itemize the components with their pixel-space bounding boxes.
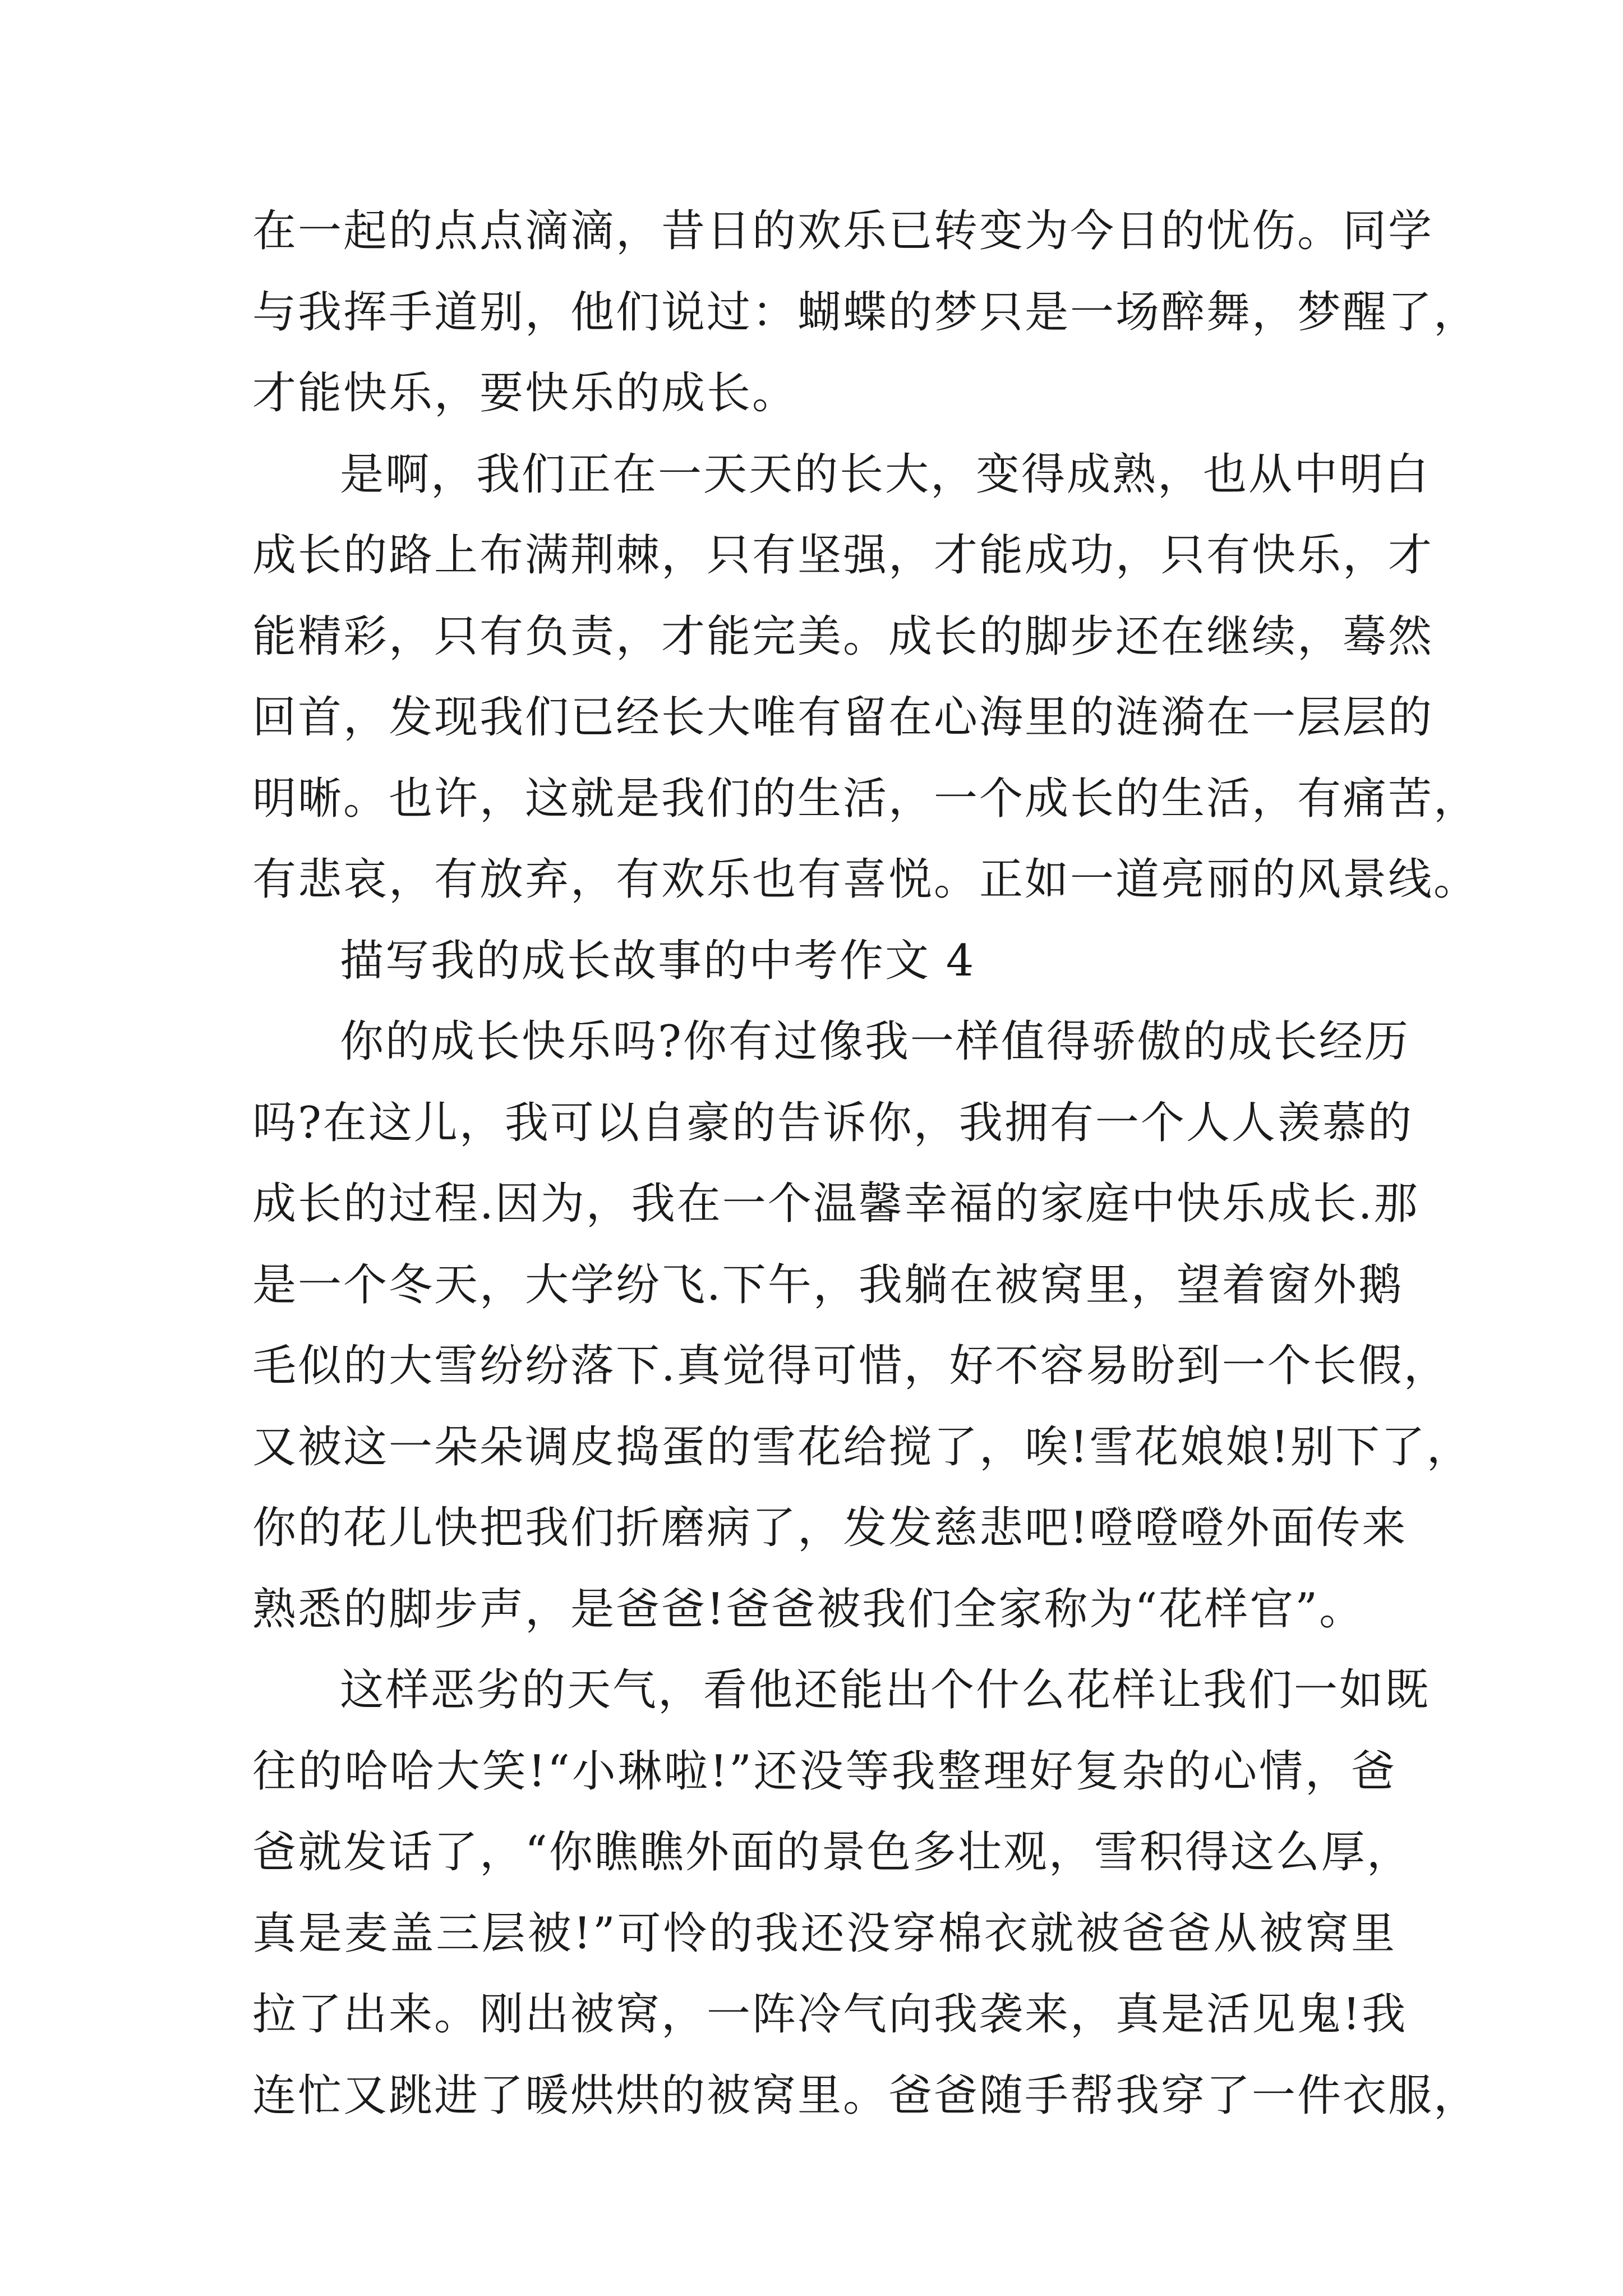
text-line: 在一起的点点滴滴，昔日的欢乐已转变为今日的忧伤。同学 xyxy=(252,206,1434,256)
text-line: 回首，发现我们已经长大唯有留在心海里的涟漪在一层层的 xyxy=(252,692,1434,743)
text-line: 真是麦盖三层被!”可怜的我还没穿棉衣就被爸爸从被窝里 xyxy=(252,1908,1396,1959)
text-line: 与我挥手道别，他们说过：蝴蝶的梦只是一场醉舞，梦醒了， xyxy=(252,287,1479,338)
text-line: 这样恶劣的天气，看他还能出个什么花样让我们一如既 xyxy=(340,1665,1431,1715)
text-line: 成长的路上布满荆棘，只有坚强，才能成功，只有快乐，才 xyxy=(252,530,1434,581)
text-line: 你的花儿快把我们折磨病了，发发慈悲吧!噔噔噔外面传来 xyxy=(252,1503,1408,1553)
text-line: 毛似的大雪纷纷落下.真觉得可惜，好不容易盼到一个长假， xyxy=(252,1341,1449,1391)
text-line: 吗?在这儿，我可以自豪的告诉你，我拥有一个人人羡慕的 xyxy=(252,1097,1413,1148)
text-line: 熟悉的脚步声，是爸爸!爸爸被我们全家称为“花样官”。 xyxy=(252,1584,1365,1635)
text-line: 是一个冬天，大学纷飞.下午，我躺在被窝里，望着窗外鹅 xyxy=(252,1259,1404,1310)
text-line: 连忙又跳进了暖烘烘的被窝里。爸爸随手帮我穿了一件衣服， xyxy=(252,2070,1479,2121)
text-line: 拉了出来。刚出被窝，一阵冷气向我袭来，真是活见鬼!我 xyxy=(252,1989,1408,2040)
text-line: 有悲哀，有放弃，有欢乐也有喜悦。正如一道亮丽的风景线。 xyxy=(252,854,1479,905)
text-line: 又被这一朵朵调皮捣蛋的雪花给搅了，唉!雪花娘娘!别下了， xyxy=(252,1421,1472,1473)
text-line: 成长的过程.因为，我在一个温馨幸福的家庭中快乐成长.那 xyxy=(252,1179,1419,1229)
text-line: 是啊，我们正在一天天的长大，变得成熟，也从中明白 xyxy=(340,449,1431,500)
text-line: 描写我的成长故事的中考作文 4 xyxy=(340,935,976,986)
text-line: 才能快乐，要快乐的成长。 xyxy=(252,368,798,418)
text-line: 往的哈哈大笑!“小琳啦!”还没等我整理好复杂的心情，爸 xyxy=(252,1746,1396,1797)
text-line: 能精彩，只有负责，才能完美。成长的脚步还在继续，蓦然 xyxy=(252,611,1434,662)
document-body-text xyxy=(252,191,1479,2136)
text-line: 爸就发话了，“你瞧瞧外面的景色多壮观，雪积得这么厚， xyxy=(252,1827,1412,1878)
text-line: 明晰。也许，这就是我们的生活，一个成长的生活，有痛苦， xyxy=(252,773,1479,824)
text-line: 你的成长快乐吗?你有过像我一样值得骄傲的成长经历 xyxy=(340,1016,1410,1067)
